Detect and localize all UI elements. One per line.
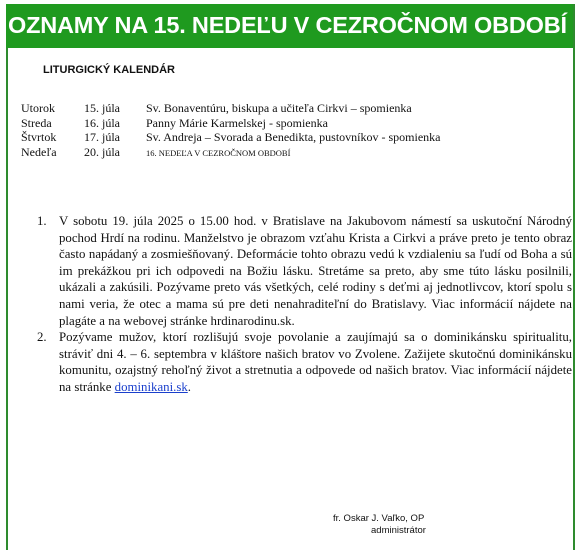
calendar-feast: Sv. Andreja – Svorada a Benedikta, pustovníkov - spomienka <box>146 130 441 144</box>
calendar-date: 15. júla <box>84 101 120 115</box>
calendar-day: Nedeľa <box>21 144 57 159</box>
calendar-day: Utorok <box>21 101 55 115</box>
signature-role: administrátor <box>371 525 426 536</box>
announcement-number: 2. <box>37 330 47 345</box>
announcement-suffix: . <box>187 379 191 394</box>
announcement-number: 1. <box>37 214 47 228</box>
calendar-heading: LITURGICKÝ KALENDÁR <box>43 64 175 76</box>
page-title: OZNAMY NA 15. NEDEĽU V CEZROČNOM OBDOBÍ <box>8 12 567 38</box>
calendar-date: 17. júla <box>84 130 120 144</box>
header-banner <box>6 4 573 48</box>
announcement-item <box>37 329 572 395</box>
announcements-list <box>37 213 572 396</box>
calendar-feast: Panny Márie Karmelskej - spomienka <box>146 115 328 130</box>
calendar-date: 16. júla <box>84 115 120 130</box>
calendar-date: 20. júla <box>84 144 120 159</box>
calendar-feast: 16. NEDEĽA V CEZROČNOM OBDOBÍ <box>146 147 291 158</box>
calendar-feast: Sv. Bonaventúru, biskupa a učiteľa Cirkvi – spomienka <box>146 101 412 115</box>
calendar-day: Streda <box>21 115 52 130</box>
signature-name: fr. Oskar J. Vaľko, OP <box>333 513 425 524</box>
announcement-item <box>37 213 572 329</box>
dominikani-link[interactable]: dominikani.sk <box>114 379 188 394</box>
calendar-day: Štvrtok <box>21 130 57 144</box>
announcement-text: V sobotu 19. júla 2025 o 15.00 hod. v Bratislave na Jakubovom námestí sa uskutoční Národný pochod Hrdí na rodinu. Manželstvo je obrazom vzťahu Krista a Cirkvi a práve preto je tento obraz často napádaný a zosmiešňovaný. Deformácie tohto obrazu vedú k vzdialeniu sa ľudí od Boha a sú im prekážkou pri ich odpovedi na Božiu lásku. Stretáme sa preto, aby sme túto lásku posilnili, ukázali a zakúsili. Pozývame preto vás všetkých, celé rodiny s deťmi aj jednotlivcov, ktorí spolu s nami veria, že otec a mama sú pre deti nenahraditeľní do Bratislavy. Viac informácií nájdete na plagáte a na webovej stránke hrdinarodinu.sk. <box>59 214 572 328</box>
announcement-text: Pozývame mužov, ktorí rozlišujú svoje povolanie a zaujímajú sa o dominikánsku spiritualitu, stráviť dni 4. – 6. septembra v kláštore našich bratov vo Zvolene. Zažijete skutočnú dominikánsku komunitu, ozajstný rehoľný život a stretnutia a odpovede od našich bratov. Viac informácií nájdete na stránke <box>59 330 572 394</box>
